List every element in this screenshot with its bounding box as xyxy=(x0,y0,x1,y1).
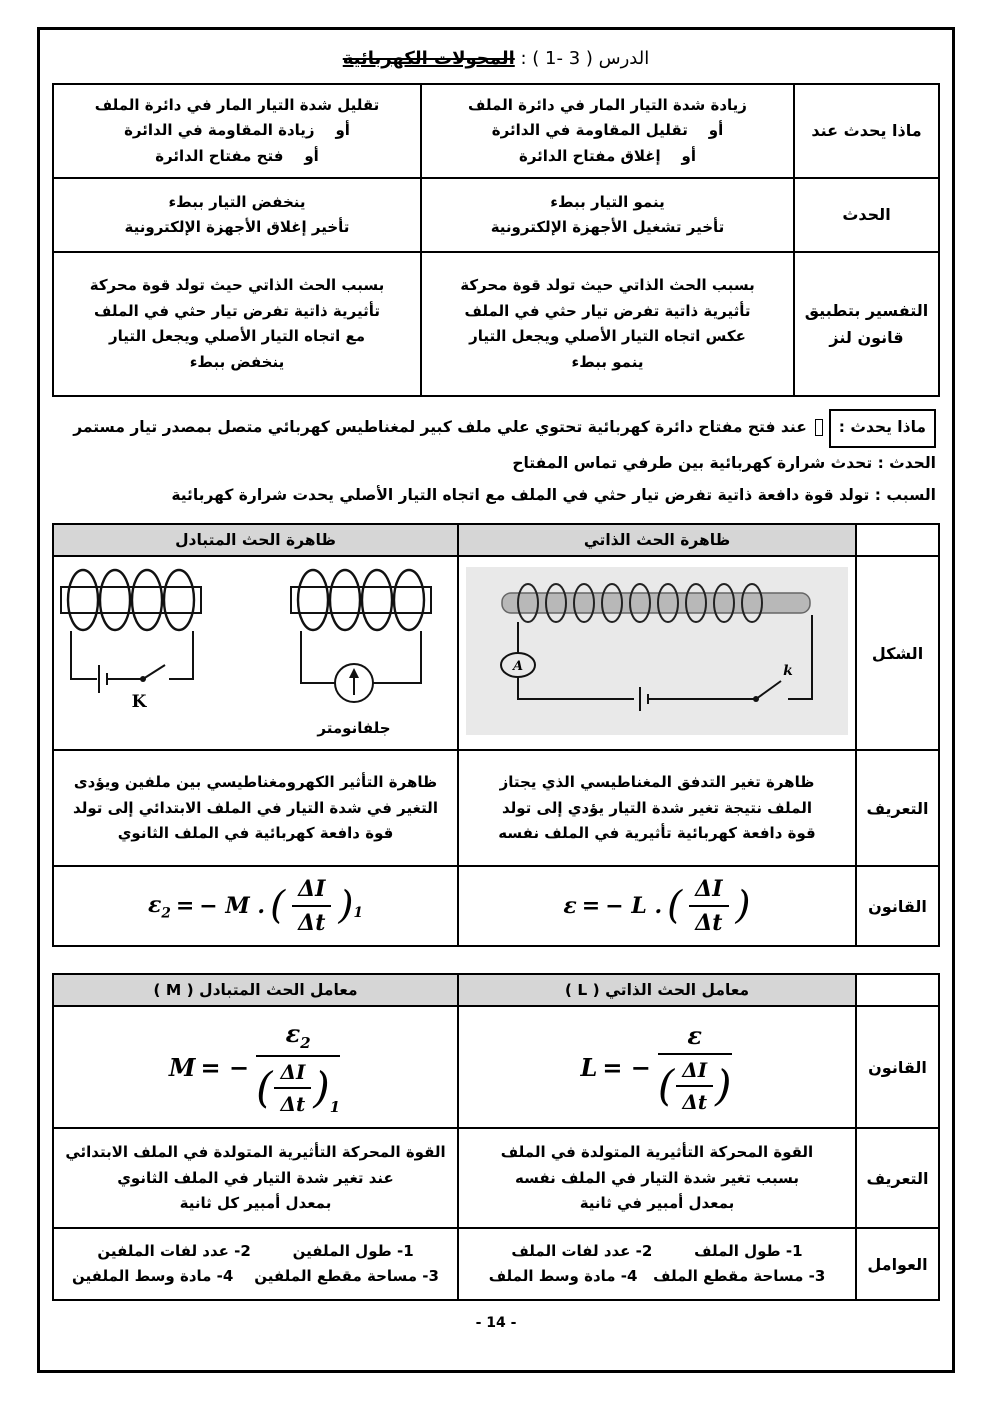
mutual-coefficient-formula xyxy=(58,1019,453,1116)
mutual-emf-law-cell xyxy=(53,866,458,946)
cell-decrease-when xyxy=(53,84,421,178)
text-line: بسبب الحث الذاتي حيث تولد قوة محركة xyxy=(89,276,385,294)
table-row xyxy=(53,252,939,396)
open-paren: ( xyxy=(667,882,683,928)
lenz-law-table xyxy=(52,83,940,397)
inner-fraction xyxy=(676,1058,713,1114)
subscript: 1 xyxy=(329,1097,341,1116)
mutual-induction-definition xyxy=(53,750,458,866)
cell-increase-event xyxy=(421,178,794,252)
text-line: التفسير بتطبيق xyxy=(804,300,929,320)
row-header-factors: العوامل xyxy=(856,1228,939,1300)
mutual-coefficient-definition xyxy=(53,1128,458,1228)
what-happens-text: عند فتح مفتاح دائرة كهربائية تحتوي علي ملف كبير لمغناطيس كهربائي متصل بمصدر تيار مستمر xyxy=(73,418,807,436)
text-line: تأخير إغلاق الأجهزة الإلكترونية xyxy=(124,218,350,236)
fraction xyxy=(658,1021,732,1114)
self-emf-law-cell xyxy=(458,866,856,946)
formula-symbol: M xyxy=(168,1052,196,1082)
induction-coefficients-table xyxy=(52,973,940,1301)
text-line: ينمو التيار ببطء xyxy=(550,192,665,211)
row-header-definition: التعريف xyxy=(856,1128,939,1228)
text-line: ينخفض التيار ببطء xyxy=(168,192,306,211)
page-border-frame xyxy=(37,27,955,1373)
text-line: عكس اتجاه التيار الأصلي ويجعل التيار xyxy=(469,327,746,345)
event-label: الحدث : xyxy=(877,453,936,472)
formula-operator: = − xyxy=(200,1052,250,1082)
fraction-numerator: ΔI xyxy=(292,876,331,907)
fraction-denominator xyxy=(256,1057,340,1116)
row-header-what-happens-when xyxy=(794,84,939,178)
text-line: تأثيرية ذاتية تفرض تيار حثي في الملف xyxy=(94,301,380,320)
lesson-title-prefix: الدرس ( ‎1- 3‎ ) : xyxy=(514,48,650,69)
fraction-denominator: Δt xyxy=(280,1091,306,1116)
text-line: زيادة شدة التيار المار في دائرة الملف xyxy=(468,95,747,114)
text-line: عند تغير شدة التيار في الملف الثانوي xyxy=(117,1168,394,1187)
reason-label: السبب : xyxy=(874,485,936,504)
inner-fraction xyxy=(274,1060,311,1116)
table-row xyxy=(53,1228,939,1300)
table-row xyxy=(53,178,939,252)
text-line: ظاهرة التأثير الكهرومغناطيسي بين ملفين ويؤدى xyxy=(73,773,438,792)
text-line: تقليل شدة التيار المار في دائرة الملف xyxy=(94,95,380,114)
mutual-emf-formula xyxy=(58,876,453,936)
what-happens-section xyxy=(56,409,936,511)
text-line: تأخير تشغيل الأجهزة الإلكترونية xyxy=(490,218,725,236)
reason-line xyxy=(56,480,936,512)
text-line: 3- مساحة مقطع الملفين 4- مادة وسط الملفين xyxy=(72,1267,439,1286)
row-header-law: القانون xyxy=(856,866,939,946)
text-line: بسبب تغير شدة التيار في الملف نفسه xyxy=(515,1168,799,1187)
paren-with-subscript xyxy=(338,882,363,928)
fraction-numerator: ΔI xyxy=(274,1060,311,1089)
self-induction-figure-cell xyxy=(458,556,856,750)
table-row xyxy=(53,84,939,178)
self-coefficient-definition xyxy=(458,1128,856,1228)
self-coefficient-factors xyxy=(458,1228,856,1300)
event-line xyxy=(56,448,936,480)
subscript: 2 xyxy=(161,904,171,921)
fraction xyxy=(256,1019,340,1116)
fraction-denominator: Δt xyxy=(298,910,326,937)
self-induction-diagram xyxy=(466,567,848,735)
fraction-numerator: ε xyxy=(658,1021,732,1055)
page-number: - 14 - xyxy=(475,1315,517,1332)
formula-coefficient: − M . xyxy=(199,893,266,920)
self-coefficient-law-cell xyxy=(458,1006,856,1128)
self-induction-header: ظاهرة الحث الذاتي xyxy=(458,524,856,556)
close-paren: ) xyxy=(735,882,751,928)
self-emf-formula xyxy=(463,876,851,936)
denominator-group xyxy=(658,1058,732,1114)
galvanometer-label: جلفانومتر xyxy=(317,719,391,738)
ammeter-label: A xyxy=(512,659,524,675)
open-paren: ( xyxy=(270,882,286,928)
lesson-title-main: المحولات الكهربائية xyxy=(342,48,515,69)
subscript: 2 xyxy=(300,1033,311,1052)
small-marker xyxy=(815,419,823,436)
fraction-denominator: Δt xyxy=(695,910,723,937)
fraction-numerator: ΔI xyxy=(676,1058,713,1087)
text-line: 1- طول الملفين 2- عدد لفات الملفين xyxy=(97,1241,414,1260)
formula-symbol: ε xyxy=(563,893,577,920)
cell-decrease-explanation xyxy=(53,252,421,396)
text-line: بمعدل أمبير في ثانية xyxy=(579,1194,735,1213)
fraction xyxy=(689,876,728,936)
what-happens-label-box: ماذا يحدث : xyxy=(829,409,936,448)
text-line: القوة المحركة التأثيرية المتولدة في الملف الابتدائي xyxy=(65,1143,446,1162)
table-row xyxy=(53,1006,939,1128)
text-line: أو تقليل المقاومة في الدائرة xyxy=(491,121,724,140)
text-line: ظاهرة تغير التدفق المغناطيسي الذي يجتاز xyxy=(499,773,815,792)
text-line: التغير في شدة التيار في الملف الابتدائي إلى تولد xyxy=(73,798,438,817)
row-header-shape: الشكل xyxy=(856,556,939,750)
row-header-lenz-explanation xyxy=(794,252,939,396)
self-coefficient-header: معامل الحث الذاتي ( L ) xyxy=(458,974,856,1006)
table-row xyxy=(53,974,939,1006)
text-line: الملف نتيجة تغير شدة التيار يؤدي إلى تولد xyxy=(501,798,813,817)
induction-phenomena-table xyxy=(52,523,940,947)
close-paren: ) xyxy=(338,882,354,928)
mutual-coefficient-factors xyxy=(53,1228,458,1300)
reason-text: تولد قوة دافعة ذاتية تفرض تيار حثي في الملف مع اتجاه التيار الأصلي يحدت شرارة كهربائية xyxy=(171,485,870,504)
text-line: تأثيرية ذاتية تفرض تيار حثي في الملف xyxy=(464,301,751,320)
fraction xyxy=(292,876,331,936)
text-line: ماذا يحدث عند xyxy=(811,121,922,141)
text-line: ينخفض ببطء xyxy=(189,352,285,371)
switch-K-label: K xyxy=(131,692,147,713)
text-line: مع اتجاه التيار الأصلي ويجعل التيار xyxy=(108,327,366,345)
cell-decrease-event xyxy=(53,178,421,252)
row-header-event xyxy=(794,178,939,252)
close-paren: ) xyxy=(313,1062,330,1112)
text-line: 3- مساحة مقطع الملف 4- مادة وسط الملف xyxy=(488,1267,826,1286)
switch-k-label: k xyxy=(783,663,793,680)
open-paren: ( xyxy=(256,1062,273,1112)
table-row xyxy=(53,1128,939,1228)
formula-operator: = xyxy=(175,893,195,920)
formula-symbol: L xyxy=(580,1052,598,1082)
formula-operator: = xyxy=(581,893,601,920)
fraction-numerator: ΔI xyxy=(689,876,728,907)
mutual-induction-header: ظاهرة الحث المتبادل xyxy=(53,524,458,556)
table-row xyxy=(53,750,939,866)
mutual-coefficient-header: معامل الحث المتبادل ( M ) xyxy=(53,974,458,1006)
table-row xyxy=(53,866,939,946)
formula-coefficient: − L . xyxy=(605,893,663,920)
event-text: تحدث شرارة كهربائية بين طرفي تماس المفتاح xyxy=(512,453,873,472)
text-line: ينمو ببطء xyxy=(571,352,644,371)
text-line: 1- طول الملف 2- عدد لفات الملف xyxy=(511,1241,803,1260)
self-coefficient-formula xyxy=(463,1021,851,1114)
formula-symbol: ε xyxy=(285,1018,301,1048)
denominator-group xyxy=(256,1060,340,1116)
corner-cell xyxy=(856,974,939,1006)
text-line: قوة دافعة كهربائية في الملف الثانوي xyxy=(117,824,394,843)
fraction-numerator xyxy=(256,1019,340,1057)
formula-symbol xyxy=(148,892,171,921)
cell-increase-explanation xyxy=(421,252,794,396)
formula-operator: = − xyxy=(602,1052,651,1082)
text-line: القوة المحركة التأثيرية المتولدة في الملف xyxy=(500,1143,814,1162)
formula-symbol: ε xyxy=(148,891,162,918)
subscript: 1 xyxy=(353,904,363,921)
text-line: الحدث xyxy=(842,205,891,225)
row-header-law: القانون xyxy=(856,1006,939,1128)
mutual-coefficient-law-cell xyxy=(53,1006,458,1128)
text-line: بمعدل أمبير كل ثانية xyxy=(179,1194,332,1213)
close-paren: ) xyxy=(715,1061,732,1111)
text-line: أو زيادة المقاومة في الدائرة xyxy=(124,121,350,140)
text-line: أو فتح مفتاح الدائرة xyxy=(155,146,319,165)
table-row xyxy=(53,524,939,556)
corner-cell xyxy=(856,524,939,556)
cell-increase-when xyxy=(421,84,794,178)
text-line: قانون لنز xyxy=(829,328,904,347)
fraction-denominator: Δt xyxy=(682,1089,708,1114)
table-row xyxy=(53,556,939,750)
self-induction-definition xyxy=(458,750,856,866)
mutual-induction-figure-cell xyxy=(53,556,458,750)
row-header-definition: التعريف xyxy=(856,750,939,866)
text-line: أو إغلاق مفتاح الدائرة xyxy=(518,146,697,165)
text-line: قوة دافعة كهربائية تأثيرية في الملف نفسه xyxy=(498,824,816,843)
fraction-denominator xyxy=(658,1055,732,1114)
what-happens-line xyxy=(56,409,936,448)
lesson-title xyxy=(52,48,940,69)
mutual-induction-diagram xyxy=(43,561,453,741)
text-line: بسبب الحث الذاتي حيث تولد قوة محركة xyxy=(460,276,755,294)
open-paren: ( xyxy=(657,1061,675,1111)
